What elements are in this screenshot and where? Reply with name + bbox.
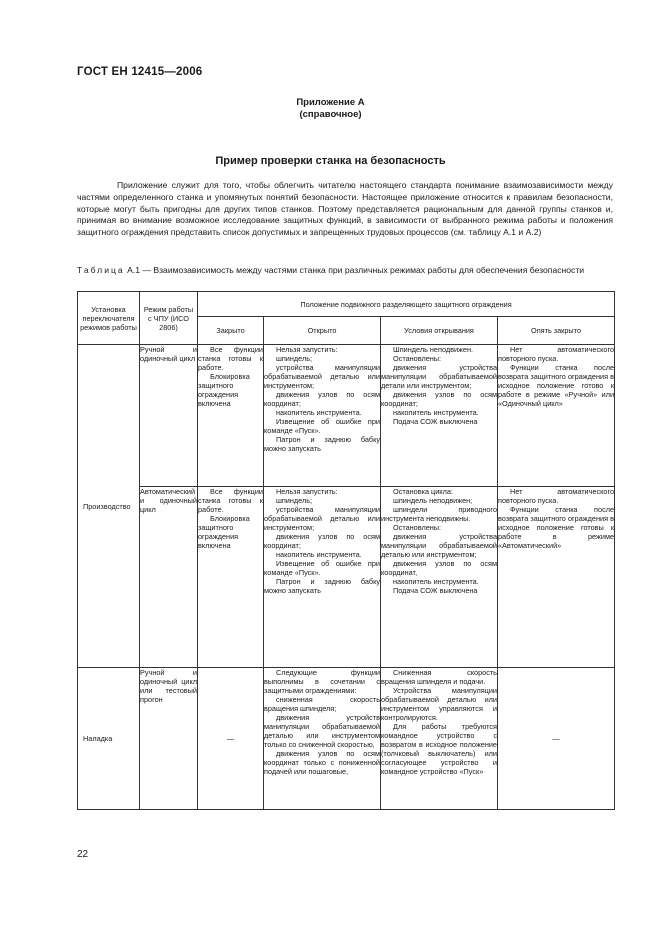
table-caption: [77, 265, 617, 276]
row2-mode: Автоматический и одиночный цикл: [140, 487, 198, 668]
cell-line: Следующие функции выполнимы в сочетании с защитными ограждениями:: [264, 668, 380, 695]
cell-line: движения устройства манипуляции обрабатываемой деталью или инструментом;: [381, 532, 497, 559]
header-reclosed: Опять закрыто: [498, 317, 615, 345]
cell-line: Все функции станка готовы к работе.: [198, 487, 263, 514]
cell-line: Патрон и заднюю бабку можно запускать: [264, 435, 380, 453]
cell-line: Остановлены:: [393, 523, 442, 532]
table-caption-text: А.1 — Взаимозависимость между частями станка при различных режимах работы для обеспечения безопасности: [127, 265, 585, 275]
header-opening-conditions: Условия открывания: [381, 317, 498, 345]
cell-line: шпиндели приводного инструмента неподвижны.: [381, 505, 497, 523]
header-mode: Режим работы с ЧПУ (ИСО 2806): [140, 292, 198, 345]
cell-line: шпиндель неподвижен;: [393, 496, 473, 505]
row2-closed: [198, 487, 264, 668]
annex-heading: [0, 97, 661, 121]
cell-line: движения устройства манипуляции обрабатываемой детали или инструментом;: [381, 363, 497, 390]
cell-line: Нет автоматического повторного пуска.: [498, 345, 615, 363]
cell-line: Функции станка после возврата защитного ограждения в исходное положение готово к работе в режиме «Ручной» или «Одиночный цикл»: [498, 363, 615, 408]
cell-line: Блокировка защитного ограждения включена: [198, 372, 250, 408]
row2-reclosed: [498, 487, 615, 668]
row3-mode: Ручной и одиночный цикл или тестовый прогон: [140, 668, 198, 810]
table-row: [78, 345, 615, 487]
cell-line: Извещение об ошибке при команде «Пуск».: [264, 559, 380, 577]
row3-open: [264, 668, 381, 810]
cell-line: движения узлов по осям координат,: [381, 559, 497, 577]
cell-line: движения узлов по осям координат;: [264, 390, 380, 408]
safety-table: [77, 291, 615, 810]
cell-line: шпиндель;: [276, 354, 313, 363]
cell-line: Подача СОЖ выключена: [393, 417, 478, 426]
cell-line: движения узлов по осям координат только с пониженной подачей или пошаговые,: [264, 749, 380, 776]
cell-line: Сниженная скорость вращения шпинделя и подачи.: [381, 668, 497, 686]
cell-line: устройства манипуляции обрабатываемой деталью или инструментом;: [264, 363, 380, 390]
cell-line: Блокировка защитного ограждения включена: [198, 514, 250, 550]
cell-line: Шпиндель неподвижен.: [393, 345, 474, 354]
row1-mode: Ручной и одиночный цикл: [140, 345, 198, 487]
cell-line: шпиндель;: [276, 496, 313, 505]
table-caption-label: Таблица: [77, 265, 125, 275]
cell-line: Устройства манипуляции обрабатываемой деталью или инструментом управляются и контролируются.: [381, 686, 497, 722]
cell-line: Нет автоматического повторного пуска.: [498, 487, 615, 505]
cell-line: Остановка цикла:: [393, 487, 453, 496]
row1-opening: [381, 345, 498, 487]
table-row: [78, 487, 615, 668]
row3-opening: [381, 668, 498, 810]
cell-line: устройства манипуляции обрабатываемой деталью или инструментом;: [264, 505, 380, 532]
group-production: Производство: [78, 345, 140, 668]
cell-line: накопитель инструмента.: [276, 408, 362, 417]
document-header: ГОСТ ЕН 12415—2006: [77, 66, 203, 78]
row2-open: [264, 487, 381, 668]
cell-line: Патрон и заднюю бабку можно запускать: [264, 577, 380, 595]
cell-line: движения узлов по осям координат;: [264, 532, 380, 550]
header-guard-position: Положение подвижного разделяющего защитного ограждения: [198, 292, 615, 317]
cell-line: Извещение об ошибке при команде «Пуск».: [264, 417, 380, 435]
section-title: Пример проверки станка на безопасность: [215, 155, 446, 167]
cell-line: Для работы требуются командное устройство с возвратом в исходное положение (толчковый выключатель) или согласующее устройство и командное устройство «Пуск»: [381, 722, 497, 776]
cell-line: накопитель инструмента.: [276, 550, 362, 559]
row2-opening: [381, 487, 498, 668]
cell-line: Подача СОЖ выключена: [393, 586, 478, 595]
page-number: 22: [77, 849, 89, 860]
cell-line: накопитель инструмента.: [393, 408, 479, 417]
row3-closed-dash: —: [198, 668, 264, 810]
cell-line: Остановлены:: [393, 354, 442, 363]
header-switch: Установка переключателя режимов работы: [78, 292, 140, 345]
row1-closed: [198, 345, 264, 487]
header-open: Открыто: [264, 317, 381, 345]
cell-line: Нельзя запустить:: [276, 345, 338, 354]
row1-reclosed: [498, 345, 615, 487]
cell-line: движения устройств манипуляции обрабатываемой деталью или инструментом только со сниженной скоростью,: [264, 713, 380, 749]
cell-line: Функции станка после возврата защитного ограждения в исходное положение готовы к работе в режиме «Автоматический»: [498, 505, 615, 550]
header-closed: Закрыто: [198, 317, 264, 345]
table-row: [78, 668, 615, 810]
cell-line: движения узлов по осям координат;: [381, 390, 497, 408]
cell-line: накопитель инструмента.: [393, 577, 479, 586]
cell-line: сниженная скорость вращения шпинделя;: [264, 695, 380, 713]
intro-paragraph: Приложение служит для того, чтобы облегчить читателю настоящего стандарта понимание взаимозависимости между частями определенного станка и упомянутых понятий безопасности. Настоящее приложение относится к правилам безопасности, которые могут быть пригодны для других типов станков. Поэтому представляется рациональным для данной группы станков и, принимая во внимание возможное исследование защитных функций, в зависимости от выбранного режима работы и положения защитного ограждения представить список допустимых и запрещенных трудовых процессов (см. таблицу А.1 и А.2): [77, 180, 613, 238]
cell-line: Нельзя запустить:: [276, 487, 338, 496]
cell-line: Все функции станка готовы к работе.: [198, 345, 263, 372]
row3-reclosed-dash: —: [498, 668, 615, 810]
group-setup: Наладка: [78, 668, 140, 810]
annex-title: Приложение А: [296, 97, 365, 108]
annex-type: (справочное): [299, 109, 362, 120]
row1-open: [264, 345, 381, 487]
